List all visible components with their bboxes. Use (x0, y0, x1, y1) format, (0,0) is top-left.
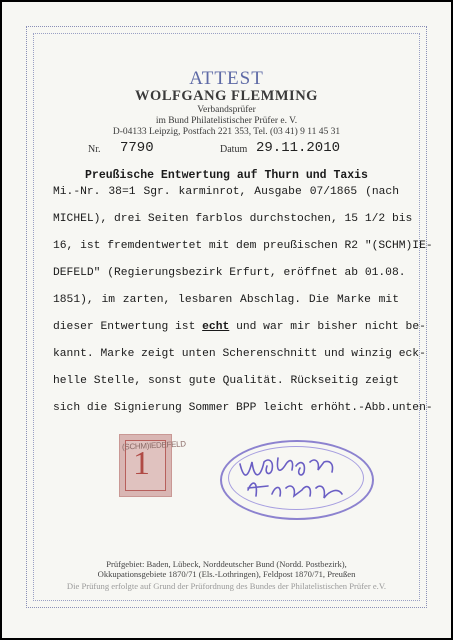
footer-line-1: Prüfgebiet: Baden, Lübeck, Norddeutscher Bund (Nordd. Postbezirk), (106, 559, 347, 569)
body-line-echt (53, 320, 426, 334)
body-line: kannt. Marke zeigt unten Scherenschnitt und winzig eck- (53, 348, 426, 360)
echt-verdict: echt (202, 321, 230, 333)
examiner-role: Verbandsprüfer (197, 105, 256, 115)
certificate-heading: Preußische Entwertung auf Thurn und Taxis (85, 169, 368, 182)
stamp-numeral: 1 (133, 445, 150, 482)
signature (234, 450, 354, 508)
body-line: 1851), im zarten, lesbaren Abschlag. Die Marke mit (53, 294, 399, 306)
examiner-address: D-04133 Leipzig, Postfach 221 353, Tel. (03 41) 9 11 45 31 (112, 127, 341, 137)
number-label: Nr. (88, 144, 101, 155)
attest-title: ATTEST (189, 68, 264, 89)
body-line: MICHEL), drei Seiten farblos durchstochen, 15 1/2 bis (53, 213, 413, 225)
body-line: Mi.-Nr. 38=1 Sgr. karminrot, Ausgabe 07/1865 (nach (53, 186, 399, 198)
body-line: sich die Signierung Sommer BPP leicht erhöht.-Abb.unten- (53, 402, 433, 414)
body-line-part: und war mir bisher nicht be- (236, 321, 426, 333)
footer-line-3: Die Prüfung erfolgte auf Grund der Prüfordnung des Bundes der Philatelistischen Prüfer e.V. (66, 581, 387, 591)
date-value: 29.11.2010 (256, 140, 341, 156)
date-label: Datum (220, 144, 248, 155)
footer-line-2: Okkupationsgebiete 1870/71 (Els.-Lothringen), Feldpost 1870/71, Preußen (97, 569, 356, 579)
stamp-image (119, 434, 187, 497)
certificate-sheet (2, 2, 451, 638)
examiner-association: im Bund Philatelistischer Prüfer e. V. (155, 116, 298, 126)
body-line: DEFELD" (Regierungsbezirk Erfurt, eröffnet ab 01.08. (53, 267, 406, 279)
body-line: helle Stelle, sonst gute Qualität. Rückseitig zeigt (53, 375, 399, 387)
stamp-cancel-text: (SCHM)IEDEFELD (121, 439, 187, 452)
examiner-name: WOLFGANG FLEMMING (135, 88, 318, 104)
body-line-part: dieser Entwertung ist (53, 321, 196, 333)
number-value: 7790 (120, 140, 154, 156)
body-line: 16, ist fremdentwertet mit dem preußischen R2 "(SCHM)IE- (53, 240, 433, 252)
